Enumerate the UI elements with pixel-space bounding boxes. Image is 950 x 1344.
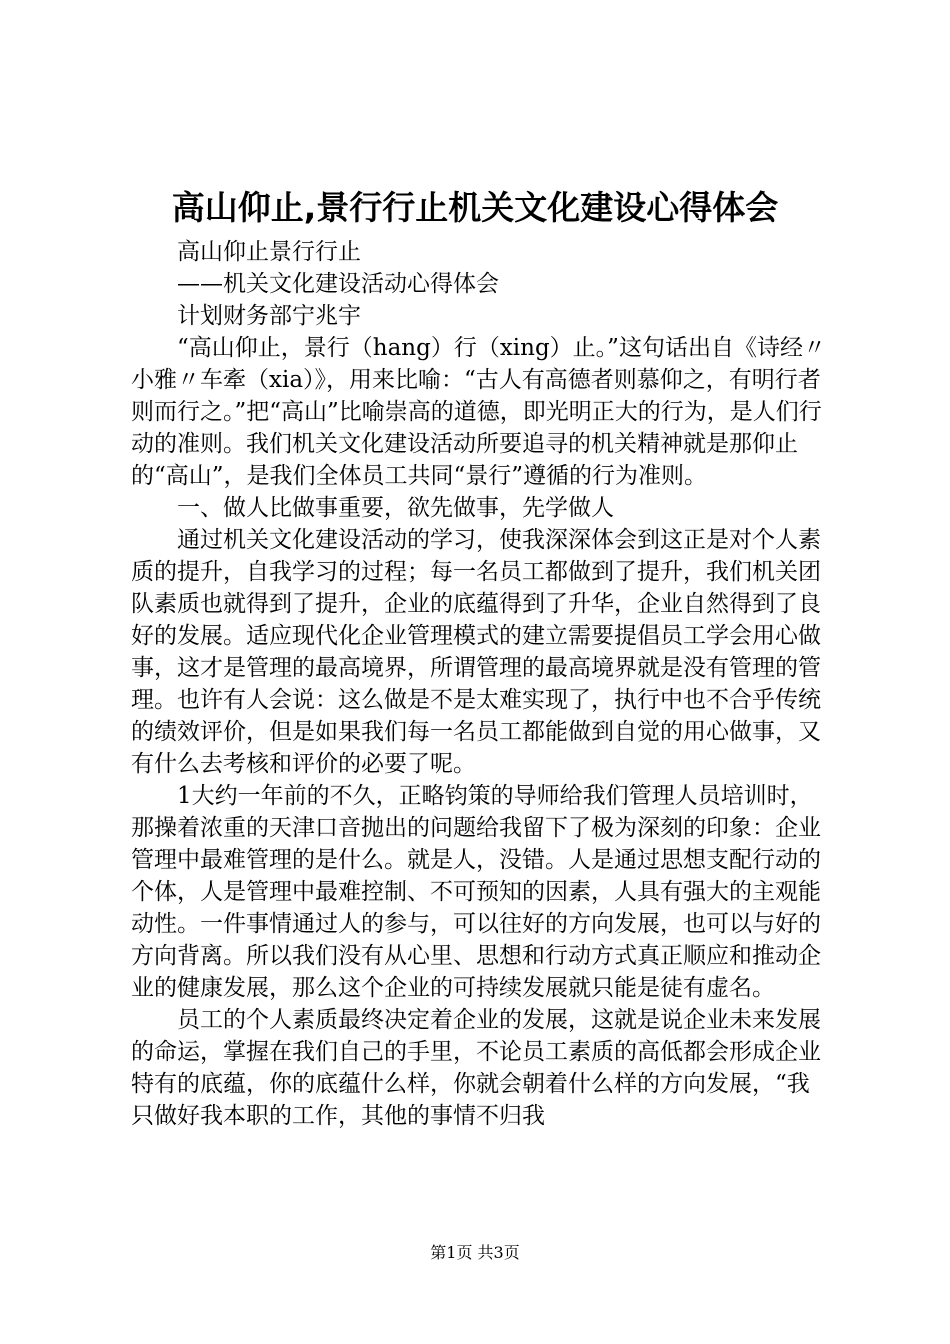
- document-body: [131, 236, 831, 1132]
- paragraph: 1大约一年前的不久，正略钧策的导师给我们管理人员培训时，那操着浓重的天津口音抛出的问题给我留下了极为深刻的印象：企业管理中最难管理的是什么。就是人，没错。人是通过思想支配行动的个体，人是管理中最难控制、不可预知的因素，人具有强大的主观能动性。一件事情通过人的参与，可以往好的方向发展，也可以与好的方向背离。所以我们没有从心里、思想和行动方式真正顺应和推动企业的健康发展，那么这个企业的可持续发展就只能是徒有虚名。: [131, 783, 821, 1001]
- paragraph: 通过机关文化建设活动的学习，使我深深体会到这正是对个人素质的提升，自我学习的过程；每一名员工都做到了提升，我们机关团队素质也就得到了提升，企业的底蕴得到了升华，企业自然得到了良好的发展。适应现代化企业管理模式的建立需要提倡员工学会用心做事，这才是管理的最高境界，所谓管理的最高境界就是没有管理的管理。也许有人会说：这么做是不是太难实现了，执行中也不合乎传统的绩效评价，但是如果我们每一名员工都能做到自觉的用心做事，又有什么去考核和评价的必要了呢。: [131, 527, 821, 777]
- subtitle: 高山仰止景行行止: [177, 239, 361, 265]
- author-line: 计划财务部宁兆宇: [177, 303, 361, 329]
- paragraph: “高山仰止，景行（hang）行（xing）止。”这句话出自《诗经〃小雅〃车牽（xia）》，用来比喻：“古人有高德者则慕仰之，有明行者则而行之。”把“高山”比喻崇高的道德，即光明正大的行为，是人们行动的准则。我们机关文化建设活动所要追寻的机关精神就是那仰止的“高山”，是我们全体员工共同“景行”遵循的行为准则。: [131, 335, 826, 489]
- section-heading: 一、做人比做事重要，欲先做事，先学做人: [177, 495, 614, 521]
- page-footer: 第1页 共3页: [430, 1243, 520, 1262]
- subtitle-line: ——机关文化建设活动心得体会: [177, 271, 499, 297]
- paragraph: 员工的个人素质最终决定着企业的发展，这就是说企业未来发展的命运，掌握在我们自己的手里，不论员工素质的高低都会形成企业特有的底蕴，你的底蕴什么样，你就会朝着什么样的方向发展，“我只做好我本职的工作，其他的事情不归我: [131, 1007, 821, 1129]
- document-title: 高山仰止,景行行止机关文化建设心得体会: [171, 188, 779, 227]
